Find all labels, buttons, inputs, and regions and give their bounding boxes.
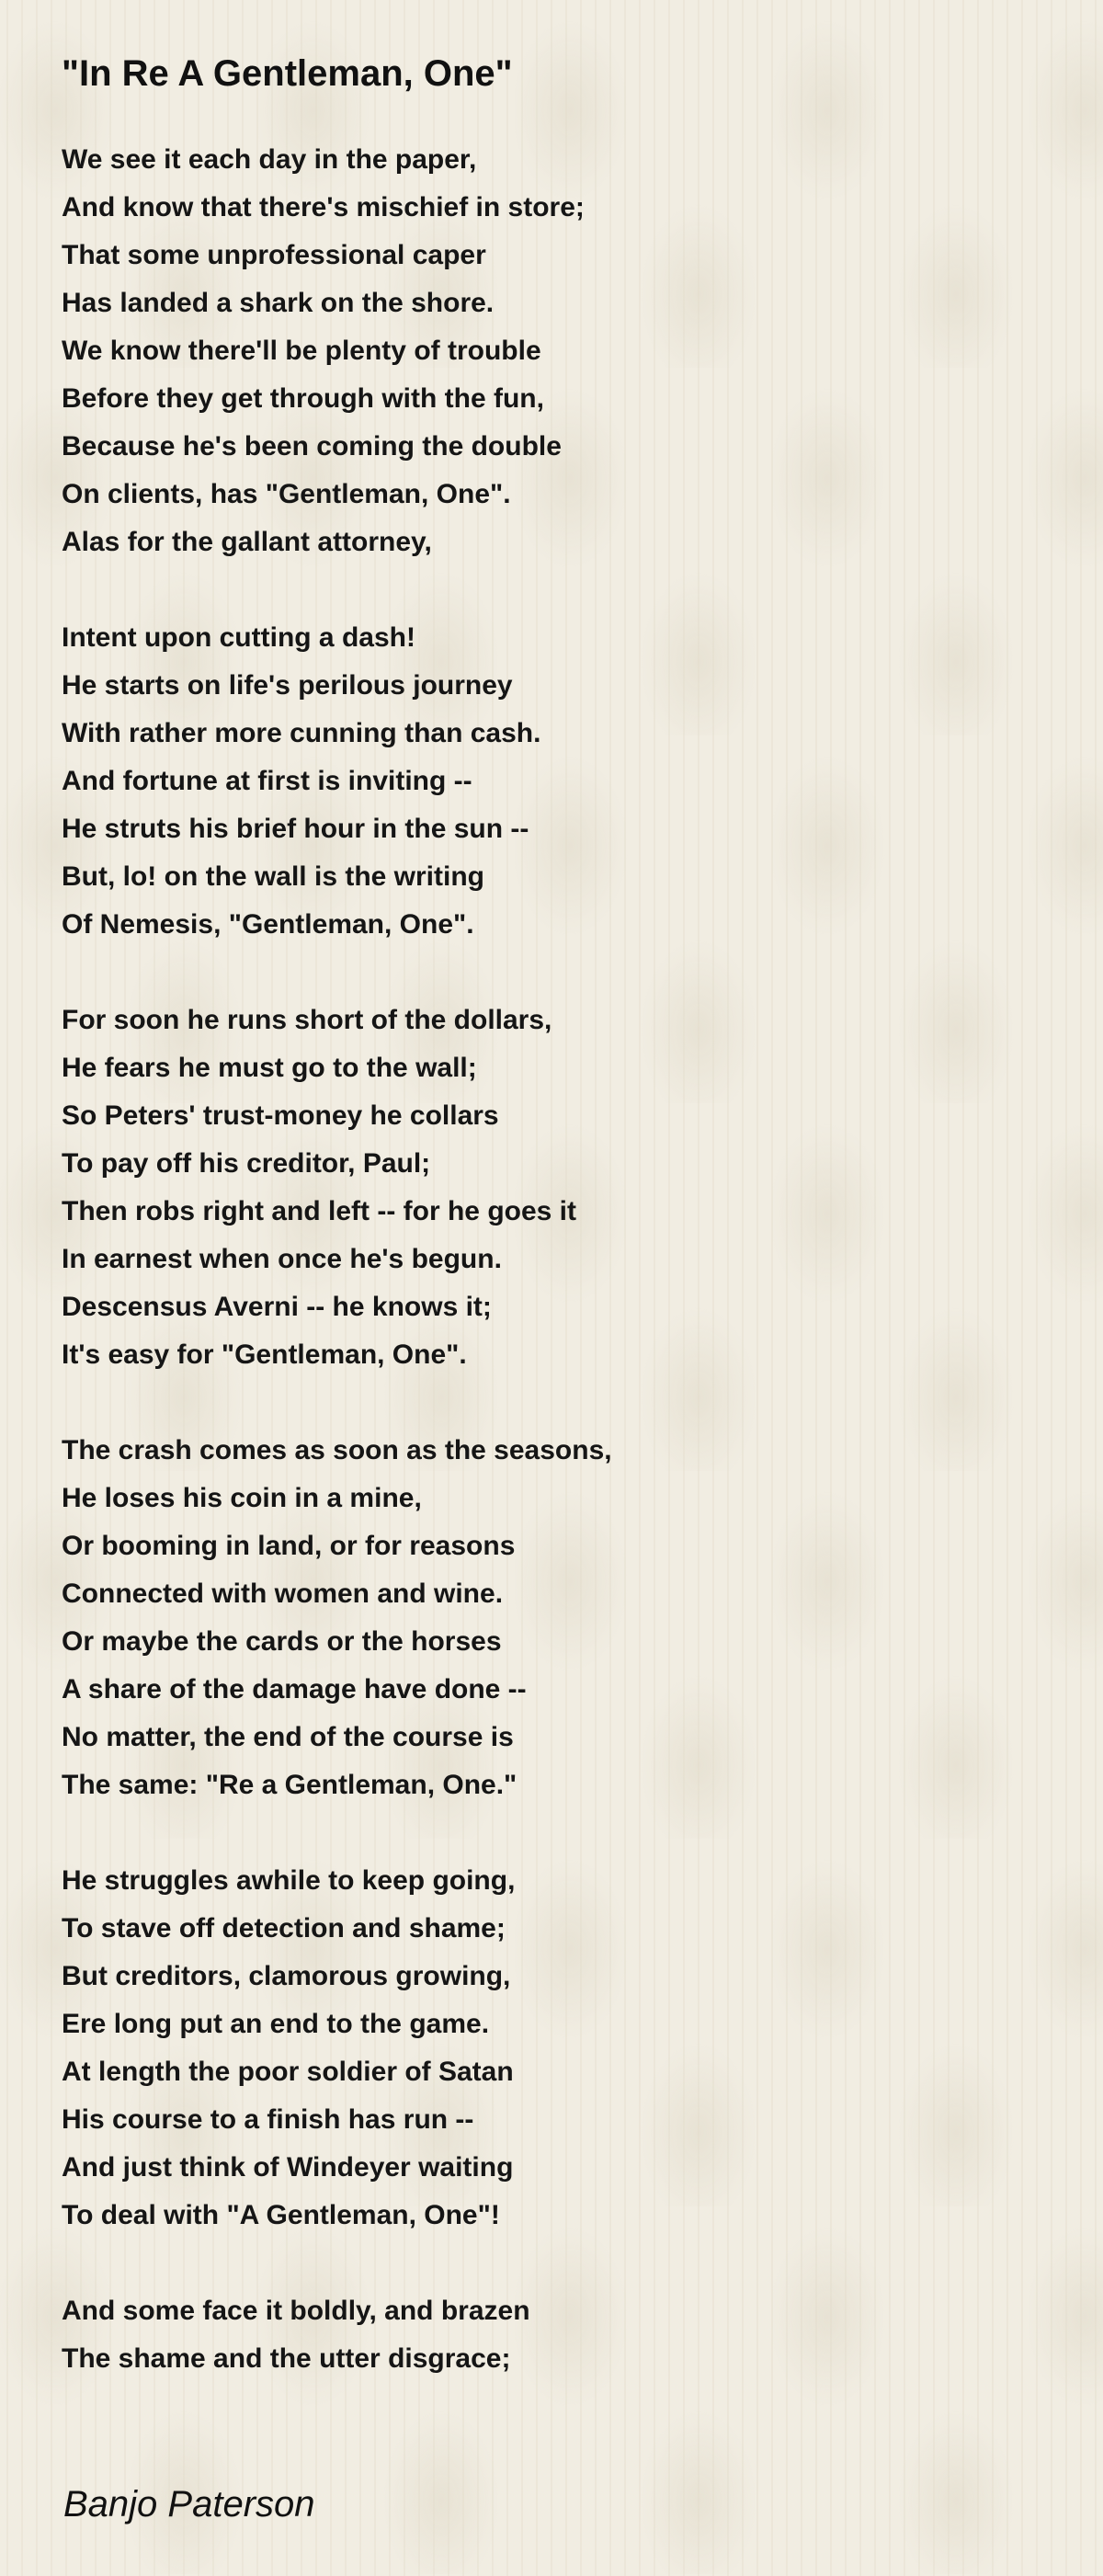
poem-line: With rather more cunning than cash. bbox=[62, 718, 541, 748]
poem-body bbox=[62, 136, 1054, 2431]
poem-line: The shame and the utter disgrace; bbox=[62, 2343, 511, 2374]
stanza bbox=[62, 1427, 1054, 1809]
poem-line: He struts his brief hour in the sun -- bbox=[62, 814, 529, 844]
poem-author: Banjo Paterson bbox=[63, 2484, 315, 2525]
poem-line: He loses his coin in a mine, bbox=[62, 1483, 422, 1513]
stanza bbox=[62, 997, 1054, 1379]
poem-line: Descensus Averni -- he knows it; bbox=[62, 1292, 492, 1322]
poem-line: Of Nemesis, "Gentleman, One". bbox=[62, 909, 474, 940]
poem-line: Has landed a shark on the shore. bbox=[62, 288, 495, 318]
poem-line: Before they get through with the fun, bbox=[62, 383, 544, 414]
poem-line: To pay off his creditor, Paul; bbox=[62, 1148, 431, 1179]
poem-line: That some unprofessional caper bbox=[62, 240, 486, 270]
poem-line: For soon he runs short of the dollars, bbox=[62, 1005, 552, 1035]
poem-line: He fears he must go to the wall; bbox=[62, 1053, 477, 1083]
poem-line: And fortune at first is inviting -- bbox=[62, 766, 472, 796]
stanza bbox=[62, 614, 1054, 949]
poem-line: On clients, has "Gentleman, One". bbox=[62, 479, 511, 509]
poem-line: We see it each day in the paper, bbox=[62, 144, 477, 175]
poem-line: Ere long put an end to the game. bbox=[62, 2009, 490, 2039]
poem-line: And know that there's mischief in store; bbox=[62, 192, 585, 222]
poem-line: Alas for the gallant attorney, bbox=[62, 527, 432, 557]
stanza bbox=[62, 2287, 1054, 2383]
poem-line: No matter, the end of the course is bbox=[62, 1722, 514, 1752]
poem-line: It's easy for "Gentleman, One". bbox=[62, 1339, 467, 1370]
poem-line: Then robs right and left -- for he goes it bbox=[62, 1196, 576, 1226]
poem-line: We know there'll be plenty of trouble bbox=[62, 336, 541, 366]
poem-line: A share of the damage have done -- bbox=[62, 1674, 527, 1704]
poem-line: To deal with "A Gentleman, One"! bbox=[62, 2200, 500, 2230]
poem-line: Intent upon cutting a dash! bbox=[62, 622, 415, 653]
poem-line: Because he's been coming the double bbox=[62, 431, 562, 462]
poem-line: But, lo! on the wall is the writing bbox=[62, 861, 484, 892]
poem-title: "In Re A Gentleman, One" bbox=[62, 53, 513, 94]
poem-line: To stave off detection and shame; bbox=[62, 1913, 506, 1943]
poem-line: He struggles awhile to keep going, bbox=[62, 1865, 516, 1896]
poem-line: Or booming in land, or for reasons bbox=[62, 1531, 516, 1561]
poem-line: Connected with women and wine. bbox=[62, 1579, 504, 1609]
poem-line: His course to a finish has run -- bbox=[62, 2104, 474, 2135]
stanza bbox=[62, 136, 1054, 566]
poem-line: He starts on life's perilous journey bbox=[62, 670, 513, 701]
poem-line: The same: "Re a Gentleman, One." bbox=[62, 1770, 517, 1800]
poem-line: So Peters' trust-money he collars bbox=[62, 1100, 499, 1131]
poem-line: In earnest when once he's begun. bbox=[62, 1244, 502, 1274]
stanza bbox=[62, 1857, 1054, 2240]
poem-line: And some face it boldly, and brazen bbox=[62, 2296, 530, 2326]
poem-line: At length the poor soldier of Satan bbox=[62, 2057, 514, 2087]
poem-line: Or maybe the cards or the horses bbox=[62, 1626, 502, 1657]
poem-line: The crash comes as soon as the seasons, bbox=[62, 1435, 612, 1465]
poem-line: But creditors, clamorous growing, bbox=[62, 1961, 511, 1991]
poem-line: And just think of Windeyer waiting bbox=[62, 2152, 514, 2183]
